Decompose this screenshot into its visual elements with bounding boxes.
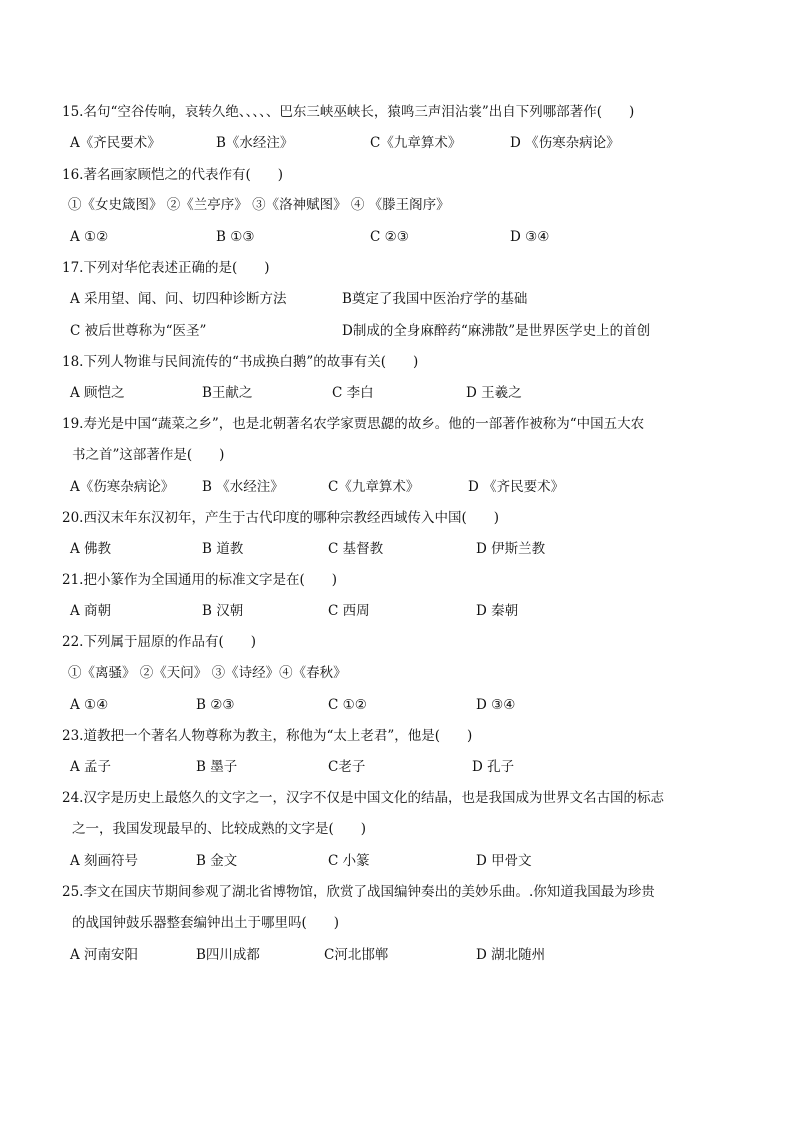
- option-b: B王献之: [202, 385, 253, 401]
- option-b: B 金文: [196, 853, 238, 869]
- question-18-stem: 18.下列人物谁与民间流传的“书成换白鹅”的故事有关( ): [62, 354, 419, 370]
- option-b: B 《水经注》: [202, 479, 284, 495]
- question-19-stem: 19.寿光是中国“蔬菜之乡”，也是北朝著名农学家贾思勰的故乡。他的一部著作被称为“中国五大农: [62, 416, 645, 432]
- question-23-stem: 23.道教把一个著名人物尊称为教主，称他为“太上老君”，他是( ): [62, 728, 473, 744]
- option-a: A 采用望、闻、问、切四种诊断方法: [70, 291, 287, 307]
- option-a: A ①②: [70, 229, 109, 245]
- option-d: D 王羲之: [466, 385, 522, 401]
- option-a: A ①④: [70, 697, 109, 713]
- question-15-stem: 15.名句“空谷传响，哀转久绝、、、、、巴东三峡巫峡长，猿鸣三声泪沾裳”出自下列哪部著作( ): [62, 104, 635, 120]
- option-a: A《齐民要术》: [70, 135, 161, 151]
- option-a: A 河南安阳: [70, 947, 139, 963]
- option-c: C 基督教: [328, 541, 384, 557]
- question-17-stem: 17.下列对华佗表述正确的是( ): [62, 260, 270, 276]
- option-c: C ②③: [370, 229, 409, 245]
- question-23-options: [70, 758, 760, 776]
- question-25-options: [70, 946, 760, 964]
- option-c: C 被后世尊称为“医圣”: [70, 323, 207, 339]
- question-25-stem-cont: 的战国钟鼓乐器整套编钟出土于哪里吗( ): [72, 915, 340, 931]
- option-c: C河北邯郸: [324, 947, 389, 963]
- question-24-stem: 24.汉字是历史上最悠久的文字之一，汉字不仅是中国文化的结晶，也是我国成为世界文名古国的标志: [62, 790, 664, 806]
- option-b: B奠定了我国中医治疗学的基础: [342, 291, 528, 307]
- question-18-options: [70, 384, 760, 402]
- option-a: A 商朝: [70, 603, 112, 619]
- question-24-options: [70, 852, 760, 870]
- question-15-options: [70, 134, 760, 152]
- question-17-options-row1: [70, 290, 760, 308]
- question-21-stem: 21.把小篆作为全国通用的标准文字是在( ): [62, 572, 338, 588]
- option-b: B 汉朝: [202, 603, 244, 619]
- question-25-stem: 25.李文在国庆节期间参观了湖北省博物馆，欣赏了战国编钟奏出的美妙乐曲。.你知道我国最为珍贵: [62, 884, 655, 900]
- option-a: A 刻画符号: [70, 853, 139, 869]
- question-22-stem: 22.下列属于屈原的作品有( ): [62, 634, 257, 650]
- option-a: A 佛教: [70, 541, 112, 557]
- option-b: B 道教: [202, 541, 244, 557]
- option-d: D 伊斯兰教: [476, 541, 546, 557]
- option-c: C 小篆: [328, 853, 370, 869]
- option-c: C 西周: [328, 603, 370, 619]
- question-16-items: ①《女史箴图》 ②《兰亭序》 ③《洛神赋图》 ④ 《滕王阁序》: [68, 197, 450, 213]
- option-d: D ③④: [476, 697, 516, 713]
- option-c: C ①②: [328, 697, 367, 713]
- option-c: C 李白: [332, 385, 374, 401]
- option-d: D 《齐民要术》: [468, 479, 565, 495]
- option-b: B《水经注》: [216, 135, 294, 151]
- question-16-stem: 16.著名画家顾恺之的代表作有( ): [62, 167, 284, 183]
- question-22-options: [70, 696, 760, 714]
- option-c: C《九章算术》: [328, 479, 420, 495]
- option-a: A 顾恺之: [70, 385, 125, 401]
- question-19-options: [70, 478, 760, 496]
- option-c: C《九章算术》: [370, 135, 462, 151]
- question-20-stem: 20.西汉末年东汉初年，产生于古代印度的哪种宗教经西域传入中国( ): [62, 510, 500, 526]
- option-d: D 孔子: [472, 759, 515, 775]
- question-16-options: [70, 228, 760, 246]
- question-24-stem-cont: 之一，我国发现最早的、比较成熟的文字是( ): [72, 821, 367, 837]
- question-19-stem-cont: 书之首”这部著作是( ): [72, 447, 225, 463]
- option-c: C老子: [328, 759, 366, 775]
- option-a: A 孟子: [70, 759, 112, 775]
- option-b: B ②③: [196, 697, 235, 713]
- option-d: D 秦朝: [476, 603, 519, 619]
- question-21-options: [70, 602, 760, 620]
- question-22-items: ①《离骚》 ②《天问》 ③《诗经》④《春秋》: [68, 665, 347, 681]
- option-d: D ③④: [510, 229, 550, 245]
- option-d: D制成的全身麻醉药“麻沸散”是世界医学史上的首创: [342, 323, 651, 339]
- question-20-options: [70, 540, 760, 558]
- option-d: D 《伤寒杂病论》: [510, 135, 620, 151]
- option-b: B 墨子: [196, 759, 238, 775]
- option-b: B四川成都: [196, 947, 260, 963]
- option-d: D 湖北随州: [476, 947, 546, 963]
- question-17-options-row2: [70, 322, 760, 340]
- option-d: D 甲骨文: [476, 853, 532, 869]
- option-b: B ①③: [216, 229, 255, 245]
- option-a: A《伤寒杂病论》: [70, 479, 175, 495]
